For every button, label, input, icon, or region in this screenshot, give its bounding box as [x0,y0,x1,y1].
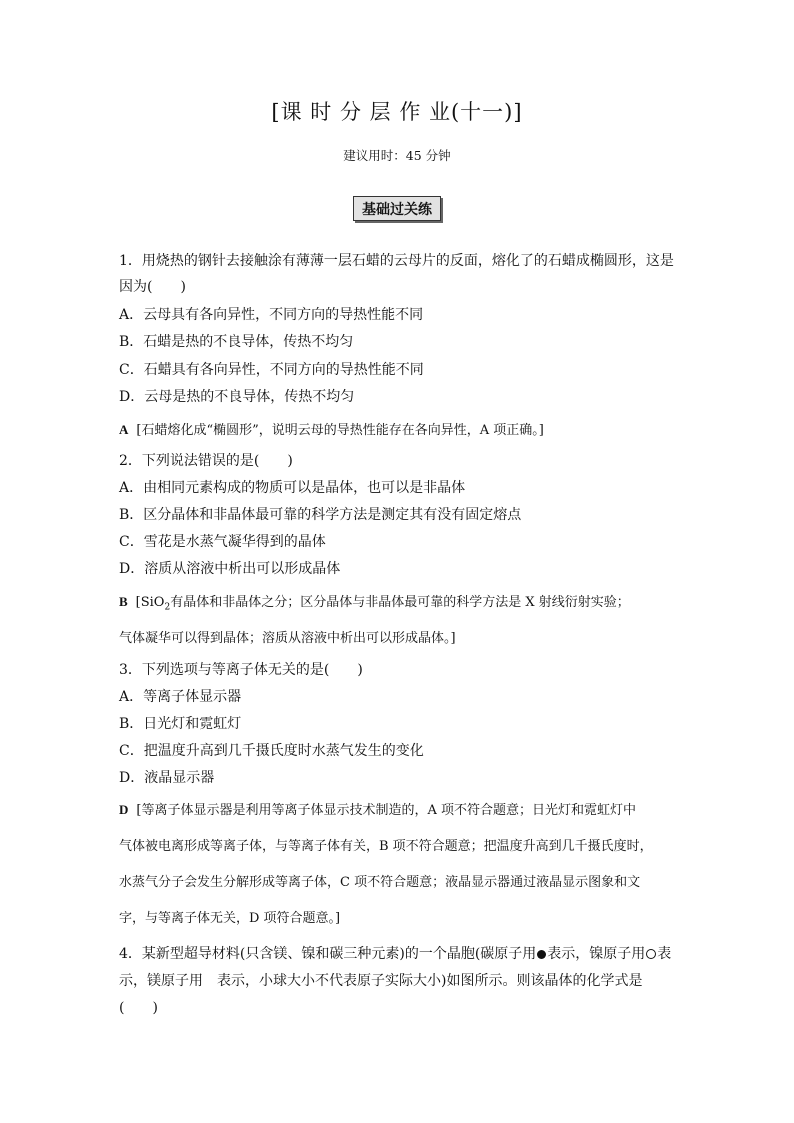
question-3-option-d: D．液晶显示器 [119,770,215,786]
answer-letter: D [119,802,129,817]
question-2-answer-line-1 [119,591,630,613]
answer-letter: A [119,422,129,437]
carbon-atom-icon [537,950,546,959]
section-header [0,196,794,221]
question-1-stem-line-1: 1．用烧热的钢针去接触涂有薄薄一层石蜡的云母片的反面，熔化了的石蜡成椭圆形，这是 [119,253,674,269]
question-1-option-a: A．云母具有各向异性，不同方向的导热性能不同 [119,307,424,323]
stem-text-b: 表示，小球大小不代表原子实际大小)如图所示。则该晶体的化学式是 [217,973,643,989]
question-3-option-a: A．等离子体显示器 [119,689,242,705]
question-4-stem-line-2 [119,970,642,990]
question-1-answer [119,419,544,438]
question-2-option-c: C．雪花是水蒸气凝华得到的晶体 [119,534,326,550]
question-3-answer-line-1 [119,799,636,818]
question-3-answer-line-3: 水蒸气分子会发生分解形成等离子体，C 项不符合题意；液晶显示器通过液晶显示图象和文 [119,875,641,890]
stem-text-b: 表示，镍原子用 [547,946,646,962]
answer-subscript: 2 [164,602,171,613]
question-3-answer-line-2: 气体被电离形成等离子体，与等离子体有关，B 项不符合题意；把温度升高到几千摄氏度时， [119,839,653,854]
question-3-option-c: C．把温度升高到几千摄氏度时水蒸气发生的变化 [119,743,424,759]
answer-text: [等离子体显示器是利用等离子体显示技术制造的，A 项不符合题意；日光灯和霓虹灯中 [136,803,636,818]
page-title: [课 时 分 层 作 业(十一)] [271,100,523,124]
question-2-option-d: D．溶质从溶液中析出可以形成晶体 [119,561,341,577]
question-2-answer-line-2: 气体凝华可以得到晶体；溶质从溶液中析出可以形成晶体。] [119,631,456,646]
stem-text-a: 示，镁原子用 [119,973,203,989]
question-1-option-d: D．云母是热的不良导体，传热不均匀 [119,389,355,405]
answer-text-a: [SiO [135,595,165,610]
suggested-time: 建议用时：45 分钟 [343,148,451,163]
question-1-option-c: C．石蜡具有各向异性，不同方向的导热性能不同 [119,362,424,378]
question-3-option-b: B．日光灯和霓虹灯 [119,716,242,732]
question-1-stem-line-2: 因为( ) [119,279,186,295]
question-2-option-b: B．区分晶体和非晶体最可靠的科学方法是测定其有没有固定熔点 [119,507,522,523]
question-3-answer-line-4: 字，与等离子体无关，D 项符合题意。] [119,911,341,926]
question-4-stem-line-3: ( ) [119,1000,158,1016]
question-1-option-b: B．石蜡是热的不良导体，传热不均匀 [119,334,354,350]
question-4-stem-line-1 [119,943,671,963]
stem-text-a: 4．某新型超导材料(只含镁、镍和碳三种元素)的一个晶胞(碳原子用 [119,946,537,962]
question-2-option-a: A．由相同元素构成的物质可以是晶体，也可以是非晶体 [119,480,466,496]
section-badge: 基础过关练 [353,196,441,221]
answer-text: [石蜡熔化成“椭圆形”，说明云母的导热性能存在各向异性，A 项正确。] [136,423,544,438]
question-3-stem: 3．下列选项与等离子体无关的是( ) [119,662,363,678]
stem-text-c: 表 [657,946,672,962]
question-2-stem: 2．下列说法错误的是( ) [119,453,293,469]
answer-letter: B [119,594,128,609]
nickel-atom-icon [646,949,656,959]
answer-text-b: 有晶体和非晶体之分；区分晶体与非晶体最可靠的科学方法是 X 射线衍射实验； [170,595,630,610]
